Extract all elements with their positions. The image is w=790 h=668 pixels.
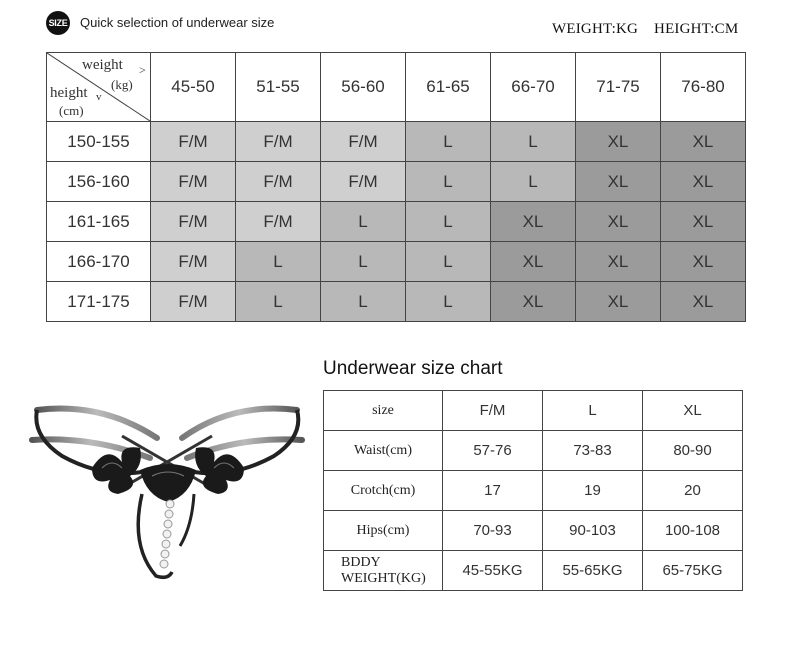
measure-value: 80-90	[643, 431, 743, 471]
size-cell: XL	[491, 202, 576, 242]
measure-value: 55-65KG	[543, 551, 643, 591]
measure-label: Waist(cm)	[324, 431, 443, 471]
size-selection-table	[46, 52, 746, 322]
corner-height-unit: (cm)	[59, 103, 84, 118]
size-cell: F/M	[321, 162, 406, 202]
weight-header: 71-75	[576, 53, 661, 122]
size-cell: XL	[661, 202, 746, 242]
corner-weight-label: weight	[82, 57, 123, 73]
weight-header: 51-55	[236, 53, 321, 122]
table-row	[47, 202, 746, 242]
height-cell: 166-170	[47, 242, 151, 282]
height-unit-label: HEIGHT:CM	[654, 21, 739, 37]
size-header: F/M	[443, 391, 543, 431]
size-cell: L	[236, 282, 321, 322]
table-row	[47, 242, 746, 282]
size-header: L	[543, 391, 643, 431]
size-cell: L	[236, 242, 321, 282]
weight-header-row	[47, 53, 746, 122]
size-cell: L	[491, 162, 576, 202]
size-cell: F/M	[236, 202, 321, 242]
size-header: XL	[643, 391, 743, 431]
corner-weight-unit: (kg)	[111, 77, 133, 92]
measure-value: 65-75KG	[643, 551, 743, 591]
arrow-right-icon: >	[139, 63, 146, 77]
size-cell: XL	[491, 282, 576, 322]
table-row	[324, 511, 743, 551]
size-cell: XL	[576, 162, 661, 202]
size-cell: XL	[576, 242, 661, 282]
weight-header: 56-60	[321, 53, 406, 122]
measure-value: 57-76	[443, 431, 543, 471]
size-cell: L	[491, 122, 576, 162]
size-chart-title: Underwear size chart	[323, 358, 503, 379]
size-cell: F/M	[151, 282, 236, 322]
body-label-line2: WEIGHT(KG)	[341, 570, 426, 586]
quick-selection-title: Quick selection of underwear size	[80, 15, 275, 30]
weight-unit-label: WEIGHT:KG	[552, 21, 639, 37]
table-row	[324, 391, 743, 431]
measure-value: 90-103	[543, 511, 643, 551]
body-label-line1: BDDY	[341, 554, 381, 570]
corner-cell	[47, 53, 151, 122]
size-cell: XL	[661, 122, 746, 162]
size-cell: F/M	[236, 122, 321, 162]
weight-header: 61-65	[406, 53, 491, 122]
measure-value: 73-83	[543, 431, 643, 471]
size-cell: F/M	[236, 162, 321, 202]
size-cell: L	[321, 282, 406, 322]
lace-thong-with-pearls-icon	[22, 396, 314, 592]
table-row	[47, 162, 746, 202]
weight-header: 76-80	[661, 53, 746, 122]
measure-value: 45-55KG	[443, 551, 543, 591]
size-cell: F/M	[151, 242, 236, 282]
height-cell: 150-155	[47, 122, 151, 162]
size-cell: XL	[661, 162, 746, 202]
arrow-down-icon: v	[96, 91, 102, 103]
corner-height-label: height	[50, 85, 88, 101]
table-row	[47, 282, 746, 322]
table-row	[47, 122, 746, 162]
measure-value: 17	[443, 471, 543, 511]
table-row	[324, 471, 743, 511]
size-cell: F/M	[151, 202, 236, 242]
table-row	[324, 551, 743, 591]
size-cell: L	[321, 242, 406, 282]
size-cell: F/M	[151, 122, 236, 162]
weight-header: 45-50	[151, 53, 236, 122]
height-cell: 171-175	[47, 282, 151, 322]
measure-value: 19	[543, 471, 643, 511]
size-cell: F/M	[321, 122, 406, 162]
weight-header: 66-70	[491, 53, 576, 122]
size-cell: F/M	[151, 162, 236, 202]
table-row	[324, 431, 743, 471]
size-badge-icon: SIZE	[46, 11, 70, 35]
size-cell: L	[321, 202, 406, 242]
size-cell: XL	[491, 242, 576, 282]
measure-label: Crotch(cm)	[324, 471, 443, 511]
measure-value: 20	[643, 471, 743, 511]
size-header-label: size	[324, 391, 443, 431]
units-legend	[552, 21, 738, 38]
measure-label: Hips(cm)	[324, 511, 443, 551]
underwear-size-chart-table	[323, 390, 743, 591]
size-cell: XL	[576, 202, 661, 242]
size-cell: XL	[576, 282, 661, 322]
measure-value: 70-93	[443, 511, 543, 551]
size-cell: XL	[661, 282, 746, 322]
size-cell: L	[406, 282, 491, 322]
height-cell: 161-165	[47, 202, 151, 242]
measure-label	[324, 551, 443, 591]
size-cell: L	[406, 162, 491, 202]
height-cell: 156-160	[47, 162, 151, 202]
size-cell: XL	[661, 242, 746, 282]
size-cell: L	[406, 242, 491, 282]
size-cell: XL	[576, 122, 661, 162]
size-cell: L	[406, 202, 491, 242]
measure-value: 100-108	[643, 511, 743, 551]
size-cell: L	[406, 122, 491, 162]
